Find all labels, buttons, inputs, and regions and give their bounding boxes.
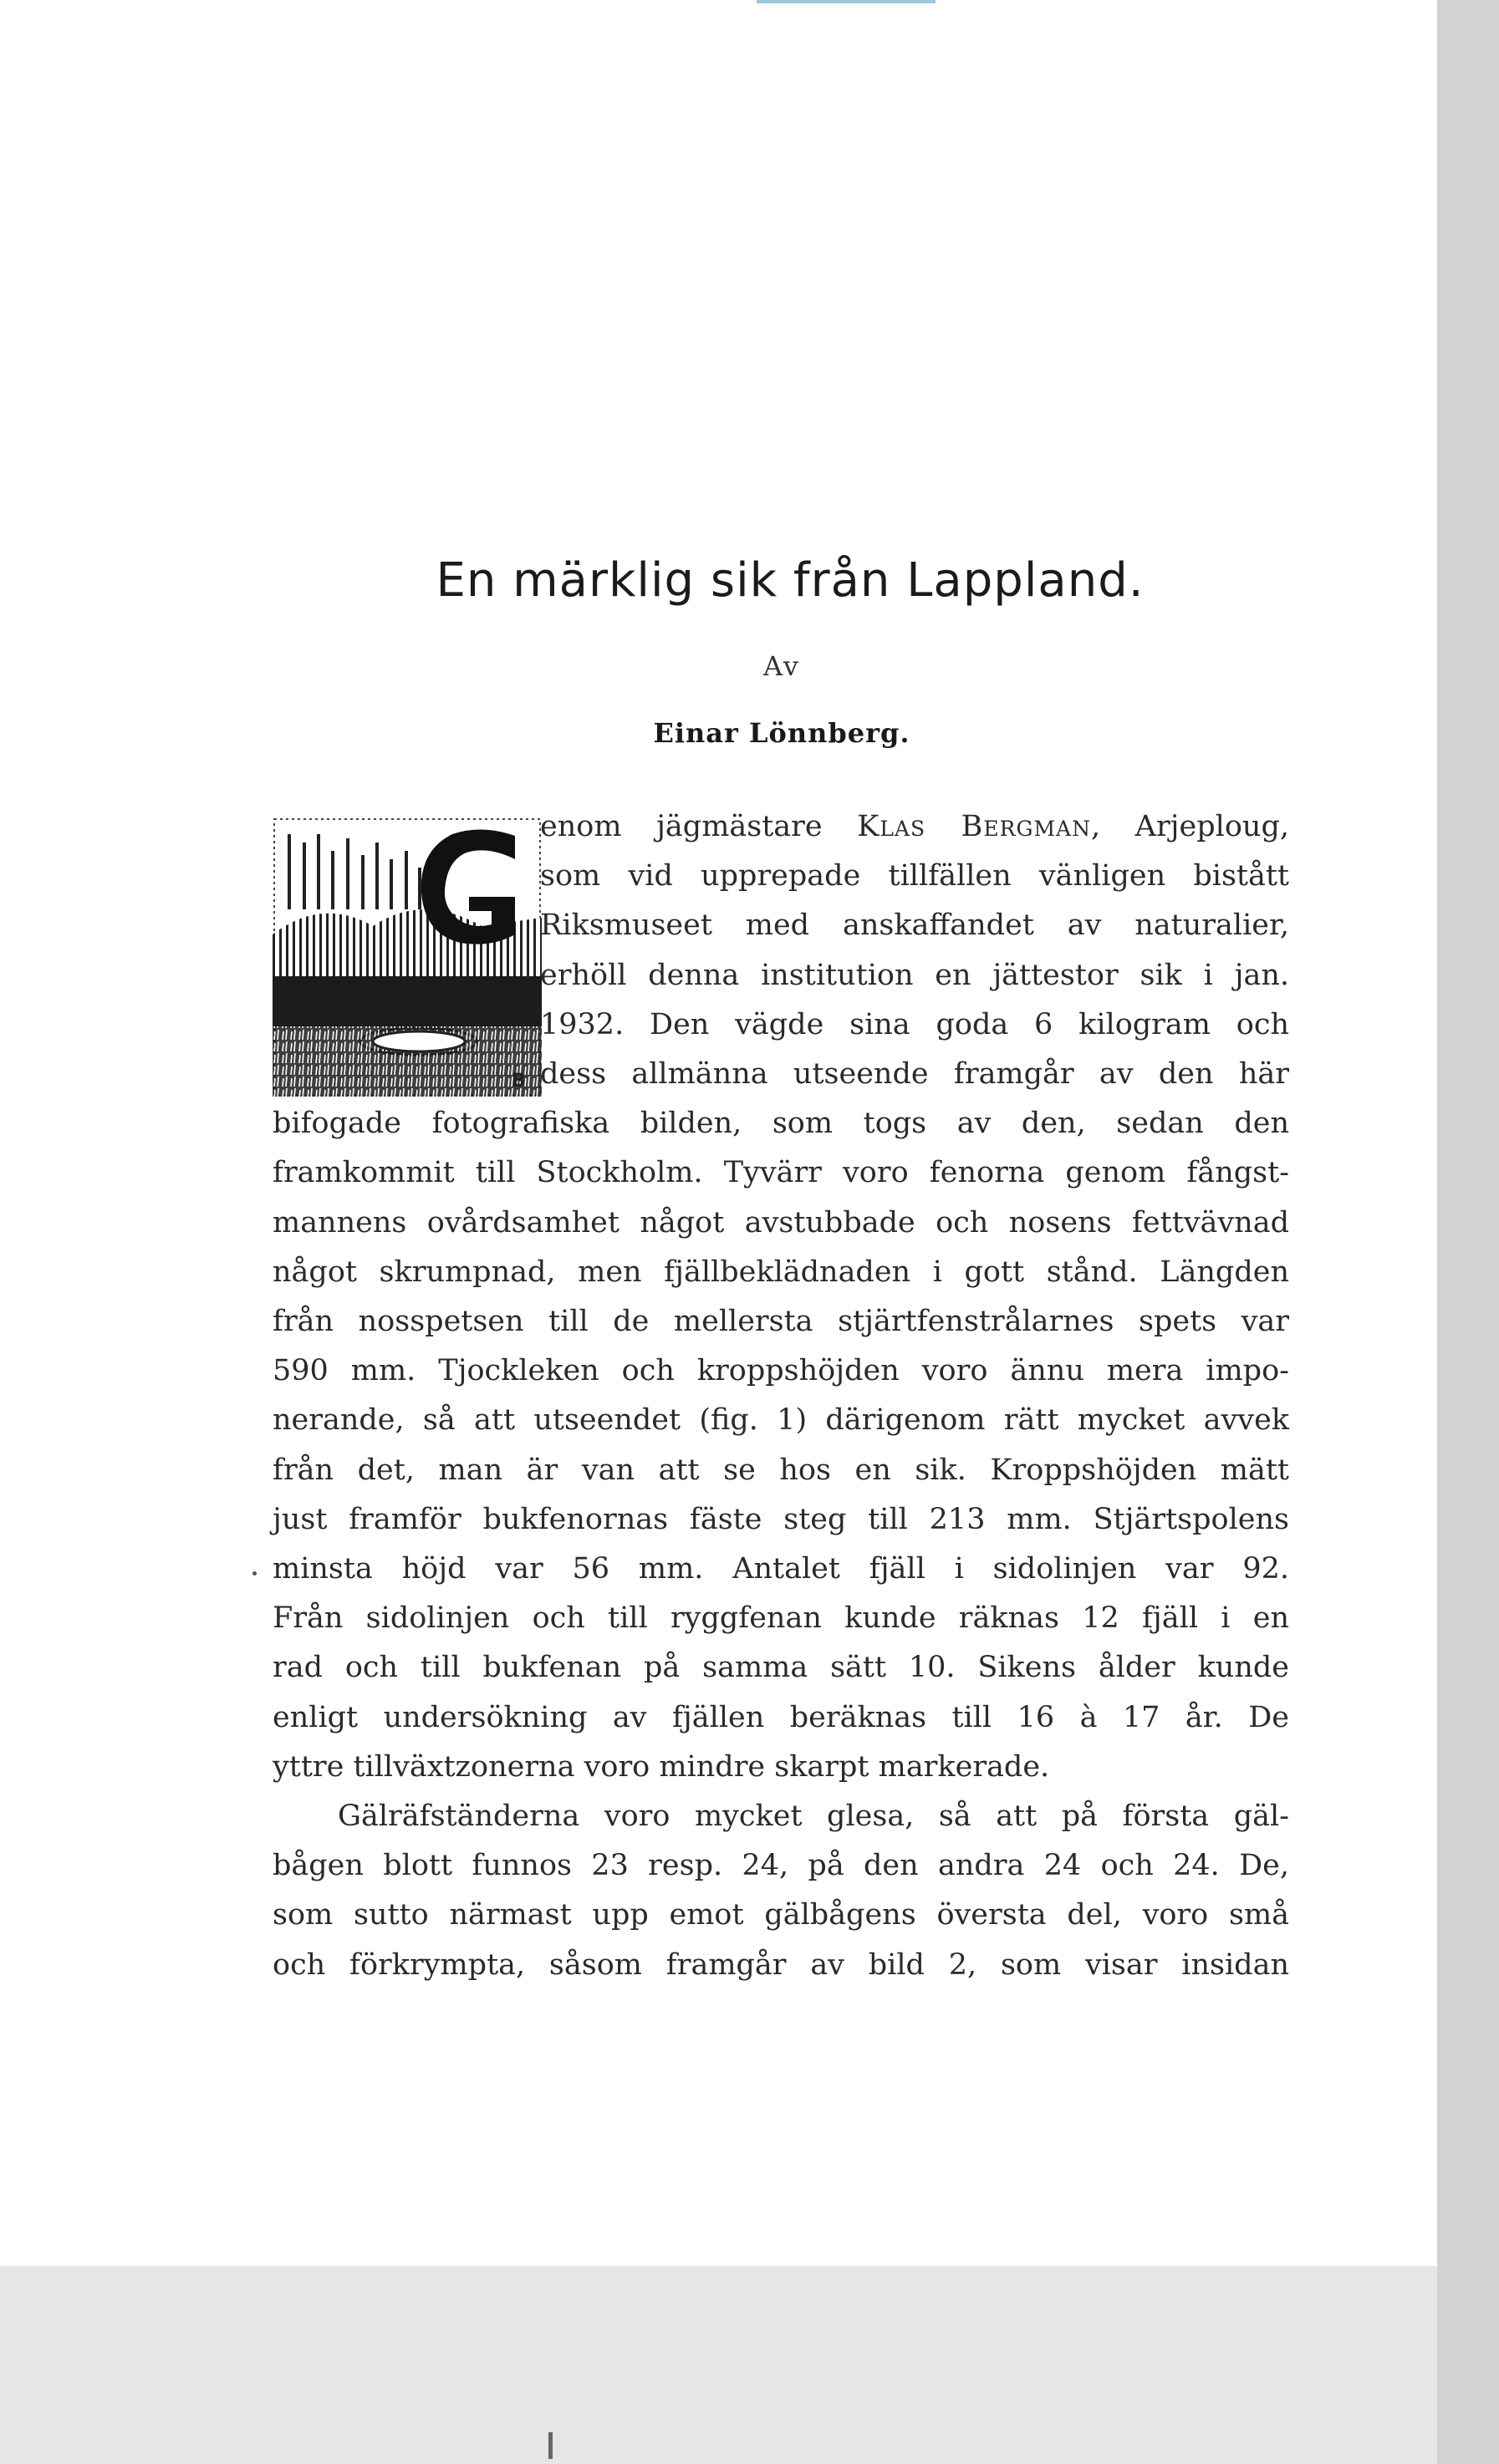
margin-dot xyxy=(252,1571,257,1576)
body-line: som vid upprepade tillfällen vänligen bistått xyxy=(540,859,1289,893)
scan-right-margin xyxy=(1437,0,1499,2464)
body-line: erhöll denna institution en jättestor sik i jan. xyxy=(540,958,1289,992)
byline: Av xyxy=(763,650,800,682)
body-line: just framför bukfenornas fäste steg till 213 mm. Stjärtspolens xyxy=(273,1502,1289,1536)
body-line: från det, man är van att se hos en sik. Kroppshöjden mätt xyxy=(273,1453,1289,1487)
body-line: enligt undersökning av fjällen beräknas till 16 à 17 år. De xyxy=(273,1700,1289,1734)
paragraph-2 xyxy=(273,1792,1289,1990)
body-line: Från sidolinjen och till ryggfenan kunde räknas 12 fjäll i en xyxy=(273,1601,1289,1636)
body-line: något skrumpnad, men fjällbeklädnaden i gott stånd. Längden xyxy=(273,1255,1289,1289)
body-line: från nosspetsen till de mellersta stjärtfenstrålarnes spets var xyxy=(273,1305,1289,1339)
body-line: som sutto närmast upp emot gälbågens översta del, voro små xyxy=(273,1898,1289,1932)
body-line: dess allmänna utseende framgår av den här xyxy=(540,1057,1289,1092)
body-line: minsta höjd var 56 mm. Antalet fjäll i sidolinjen var 92. xyxy=(273,1552,1289,1586)
body-line: 1932. Den vägde sina goda 6 kilogram och xyxy=(540,1007,1289,1041)
body-line: 590 mm. Tjockleken och kroppshöjden voro ännu mera impo- xyxy=(273,1354,1289,1388)
body-line: framkommit till Stockholm. Tyvärr voro fenorna genom fångst- xyxy=(273,1156,1289,1190)
body-line: rad och till bukfenan på samma sätt 10. Sikens ålder kunde xyxy=(273,1651,1289,1685)
body-line: Gälräfständerna voro mycket glesa, så att på första gäl- xyxy=(338,1800,1289,1834)
body-line: Riksmuseet med anskaffandet av naturalier, xyxy=(540,909,1289,943)
scan-bottom-margin xyxy=(0,2266,1437,2464)
body-line: enom jägmästare Klas Bergman, Arjeploug, xyxy=(540,810,1289,843)
margin-mark xyxy=(548,2432,553,2459)
svg-text:B: B xyxy=(512,1071,526,1092)
paragraph-1 xyxy=(273,1099,1289,1792)
person-name: Klas Bergman xyxy=(857,810,1091,843)
body-line: mannens ovårdsamhet något avstubbade och nosens fettvävnad xyxy=(273,1205,1289,1240)
article-body xyxy=(273,802,1289,1990)
article-title: En märklig sik från Lappland. xyxy=(436,553,1145,608)
body-line: bifogade fotografiska bilden, som togs av den, sedan den xyxy=(273,1107,1289,1141)
scan-edge-strip xyxy=(757,0,936,3)
dropcap-wrapped-lines xyxy=(273,802,1289,1099)
author-name: Einar Lönnberg. xyxy=(653,717,910,749)
body-line: yttre tillväxtzonerna voro mindre skarpt markerade. xyxy=(273,1749,1050,1784)
body-line: bågen blott funnos 23 resp. 24, på den andra 24 och 24. De, xyxy=(273,1849,1289,1883)
body-line: nerande, så att utseendet (fig. 1) därigenom rätt mycket avvek xyxy=(273,1403,1289,1438)
body-line: och förkrympta, såsom framgår av bild 2, som visar insidan xyxy=(273,1947,1289,1982)
